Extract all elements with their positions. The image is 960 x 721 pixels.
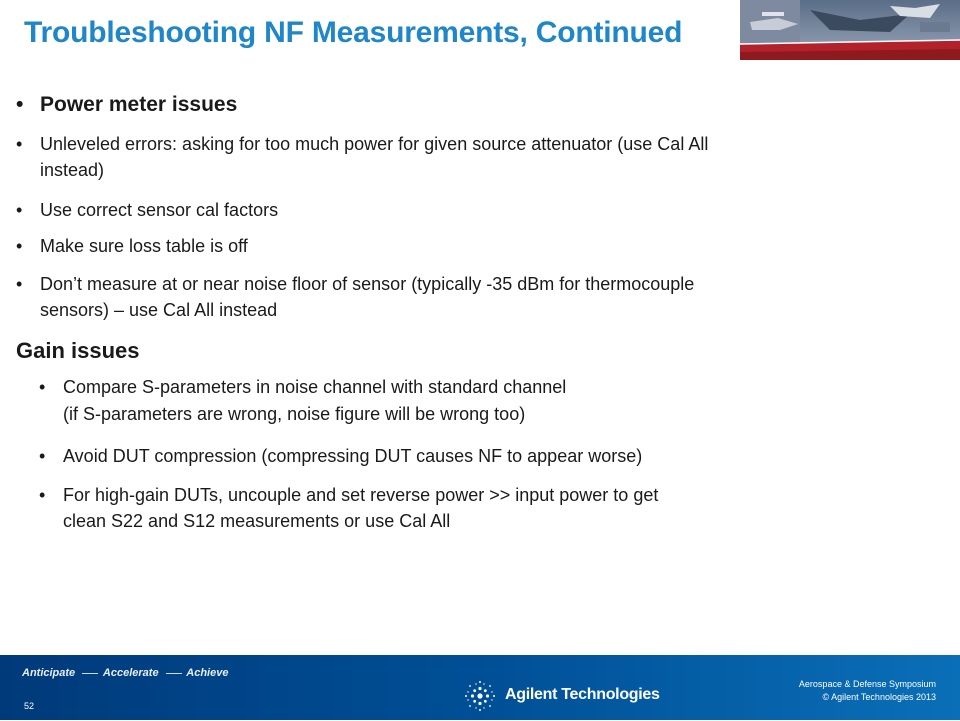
slide-title: Troubleshooting NF Measurements, Continued <box>24 16 683 49</box>
bullet-marker: • <box>16 274 23 294</box>
bullet-dut-compression <box>39 443 923 469</box>
bullet-marker: • <box>39 485 46 505</box>
bullet-text: (if S-parameters are wrong, noise figure will be wrong too) <box>63 404 526 424</box>
tagline-accelerate: Accelerate <box>102 667 159 679</box>
bullet-marker: • <box>16 236 23 256</box>
bullet-text: Don’t measure at or near noise floor of sensor (typically -35 dBm for thermocouple <box>40 274 695 294</box>
slide-footer <box>0 655 960 720</box>
footer-event-info <box>799 678 936 704</box>
header-banner-image <box>740 0 960 60</box>
footer-tagline <box>22 667 228 679</box>
agilent-wordmark: Agilent Technologies <box>505 686 660 703</box>
bullet-continuation <box>40 157 940 183</box>
tagline-divider <box>166 673 182 674</box>
bullet-noise-floor <box>16 271 940 297</box>
bullet-sensor-cal-factors <box>16 197 940 223</box>
bullet-continuation <box>40 297 940 323</box>
bullet-marker: • <box>16 134 23 154</box>
bullet-text: instead) <box>40 160 105 180</box>
bullet-text: sensors) – use Cal All instead <box>40 300 278 320</box>
bullet-text: Make sure loss table is off <box>40 236 248 256</box>
bullet-marker: • <box>39 446 46 466</box>
bullet-marker: • <box>16 93 24 116</box>
event-name: Aerospace & Defense Symposium <box>798 679 936 689</box>
bullet-text: Power meter issues <box>40 93 238 116</box>
bullet-marker: • <box>16 200 23 220</box>
bullet-high-gain-duts <box>39 482 923 508</box>
bullet-text: clean S22 and S12 measurements or use Cal All <box>63 511 451 531</box>
bullet-text: Unleveled errors: asking for too much power for given source attenuator (use Cal All <box>40 134 709 154</box>
agilent-spark-icon <box>460 676 500 716</box>
bullet-text: Compare S-parameters in noise channel with standard channel <box>63 377 567 397</box>
section-heading-gain-issues: Gain issues <box>16 338 140 363</box>
page-number: 52 <box>24 701 35 711</box>
bullet-unleveled-errors <box>16 131 940 157</box>
bullet-text: Use correct sensor cal factors <box>40 200 279 220</box>
bullet-power-meter-issues <box>16 92 940 118</box>
tagline-achieve: Achieve <box>186 667 229 679</box>
tagline-divider <box>82 673 98 674</box>
tagline-anticipate: Anticipate <box>22 667 76 679</box>
copyright: © Agilent Technologies 2013 <box>822 692 936 702</box>
bullet-text: For high-gain DUTs, uncouple and set reverse power >> input power to get <box>63 485 659 505</box>
bullet-continuation <box>63 508 923 534</box>
bullet-text: Avoid DUT compression (compressing DUT causes NF to appear worse) <box>63 446 643 466</box>
bullet-compare-s-parameters <box>39 374 923 400</box>
bullet-marker: • <box>39 377 46 397</box>
bullet-continuation <box>63 401 923 427</box>
bullet-loss-table <box>16 233 940 259</box>
